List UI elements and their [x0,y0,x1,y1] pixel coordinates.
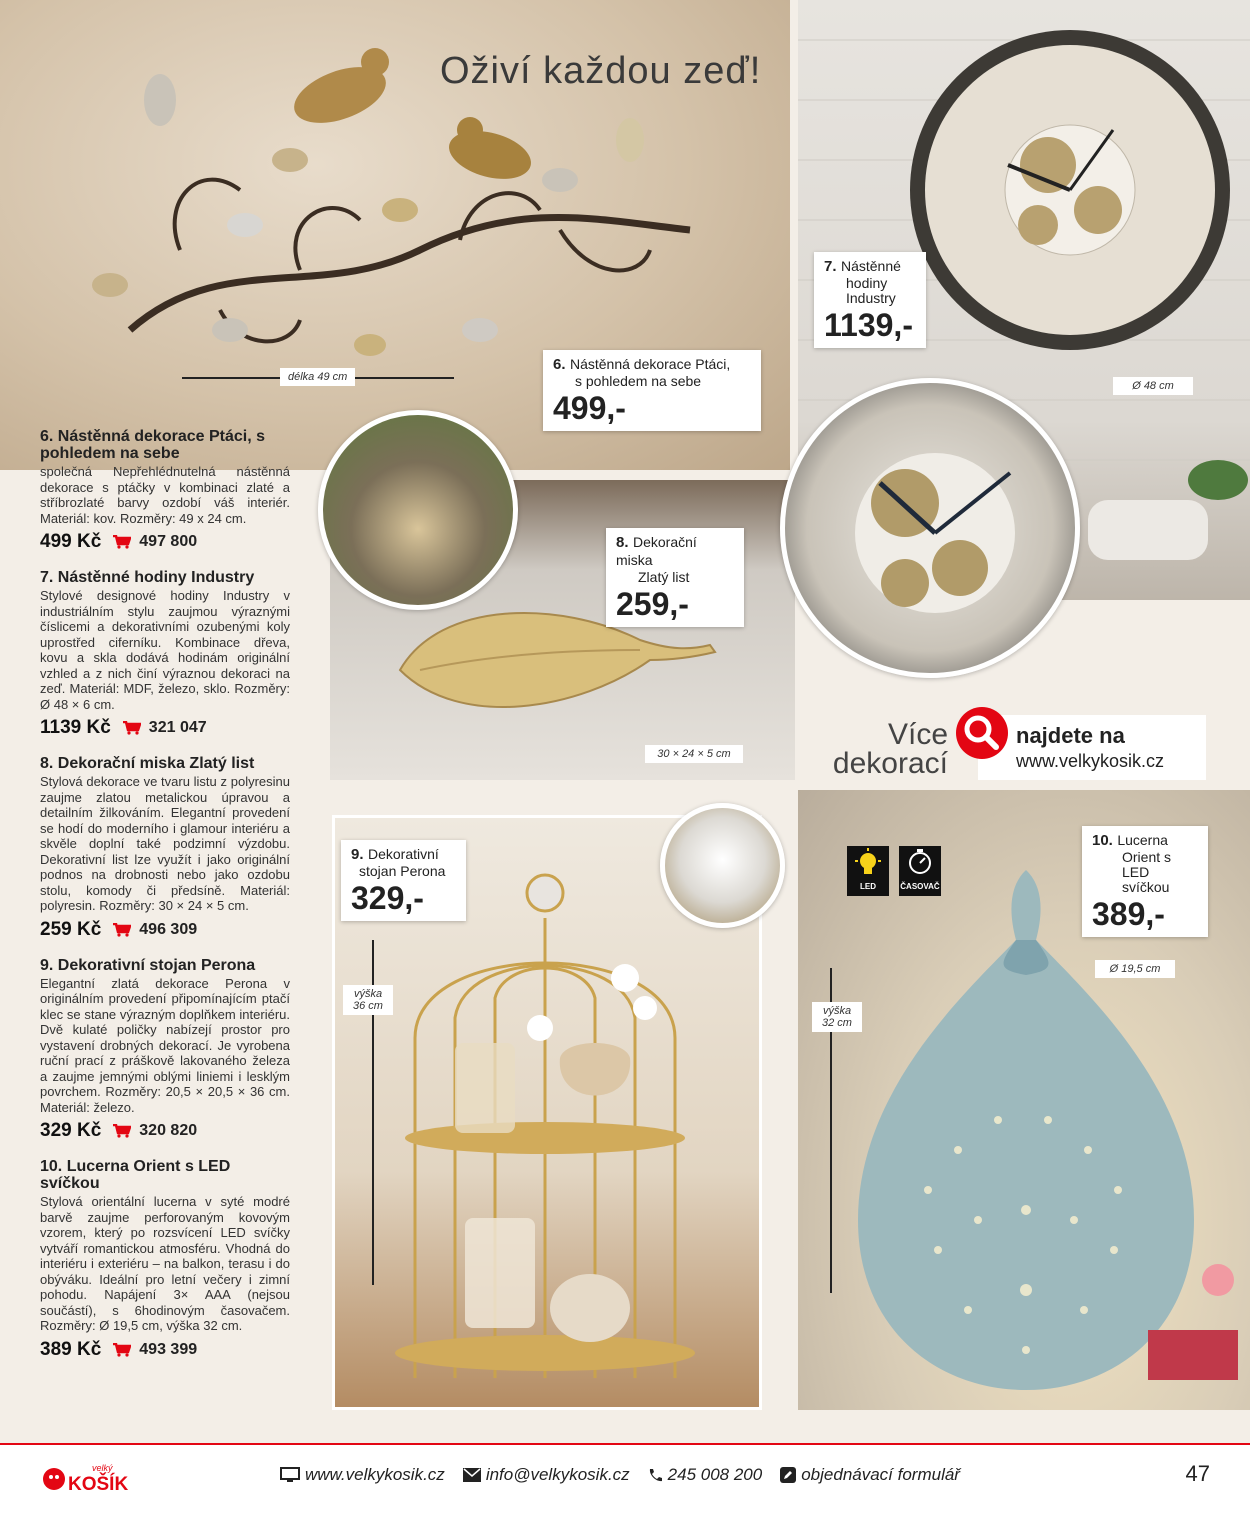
page-headline: Oživí každou zeď! [440,50,762,92]
cart-icon [113,923,131,937]
product-descriptions [40,428,290,1377]
product-code: 321 047 [148,719,207,736]
pricebox-cage [341,840,466,921]
monitor-icon [280,1467,300,1483]
footer-contacts [280,1465,960,1485]
product-code: 497 800 [139,533,198,550]
dim-tag-clock: Ø 48 cm [1113,377,1193,395]
footer-phone-label: 245 008 200 [667,1465,763,1484]
pricebox-name: Nástěnná dekorace Ptáci, [569,356,731,372]
product-description: Elegantní zlatá dekorace Perona v originálním provedení připomínajícím ptačí klec se stane výrazným doplňkem interiéru. Dvě kulaté poličky nabízejí prostor pro vystavení drobných dekorací. Je vyrobena ruční prací z práškově lakovaného železa a zaujme jemnými oblými liniemi i lesklým povrchem. Rozměry: 20,5 × 20,5 × 36 cm. Materiál: železo. [40,975,290,1115]
product-price: 259 Kč [40,918,102,940]
product-price-row [40,1120,290,1142]
pricebox-price: 499,- [553,390,626,426]
pricebox-name-line3: svíčkou [1122,879,1170,895]
footer [0,1445,1250,1517]
pricebox-number: 10. [1092,832,1113,849]
pricebox-number: 6. [553,356,566,373]
product-item [40,957,290,1143]
phone-icon [648,1468,663,1483]
magnifier-icon [956,707,1008,759]
timer-badge-label: ČASOVAČ [900,882,940,891]
pricebox-number: 7. [824,258,837,275]
pricebox-name: Lucerna [1117,832,1168,848]
product-title: 10. Lucerna Orient s LED svíčkou [40,1158,231,1192]
dim-tag-cage-label: výška [353,988,383,1000]
cart-icon [113,535,131,549]
product-description: Stylová orientální lucerna v syté modré barvě zaujme perforovaným kovovým vzorem, který po rozsvícení LED svíčky vytváří romantickou atmosféru. Vhodná do interiéru i exteriéru – na balkon, terasu i do obýváku. Ideální pro letní večery i zimní pohodu. Napájení 3× AAA (nejsou součástí), s 6hodinovým časovačem. Rozměry: Ø 19,5 cm, výška 32 cm. [40,1194,290,1333]
product-price: 389 Kč [40,1338,102,1360]
footer-order-form[interactable] [780,1465,960,1485]
footer-email-label: info@velkykosik.cz [485,1465,630,1484]
product-title: 6. Nástěnná dekorace Ptáci, s pohledem na sebe [40,428,265,462]
pricebox-name: Dekorativní [367,846,439,862]
pricebox-price: 389,- [1092,896,1165,932]
pricebox-name-line2: hodiny [846,275,888,291]
dim-tag-cage-value: 36 cm [353,1000,383,1012]
product-price: 329 Kč [40,1120,102,1141]
product-description: Stylová dekorace ve tvaru listu z polyresinu zaujme zlatou metalickou úpravou a detailním žilkováním. Elegantní provedení se hodí do moderního i glamour interiéru a skvěle doplní také podzimní výzdobu. Dekorativní list lze využít i jako originální podnos na drobnosti nebo jako ozdobu stolu, komody či předsíně. Materiál: polyresin. Rozměry: 30 × 24 × 5 cm. [40,774,290,913]
product-title: 9. Dekorativní stojan Perona [40,956,256,974]
more-decorations-line2: dekorací [832,747,948,780]
product-item [40,755,290,941]
footer-web-label: www.velkykosik.cz [305,1465,445,1484]
footer-phone[interactable] [648,1465,763,1485]
product-code: 320 820 [139,1122,198,1139]
product-item [40,1158,290,1361]
clock-detail-illustration [785,383,1075,673]
dim-tag-lantern-value: 32 cm [822,1017,852,1029]
more-decorations-link[interactable] [978,715,1206,780]
velky-kosik-logo[interactable] [40,1457,140,1497]
dim-tag-cage [343,985,393,1015]
product-code: 496 309 [139,920,198,938]
product-price-row [40,1339,290,1361]
pricebox-price: 259,- [616,586,689,622]
product-item [40,428,290,553]
timer-badge [899,846,941,896]
more-decorations-text [828,720,948,778]
product-description: Stylové designové hodiny Industry v industriálním stylu zaujmou výraznými číslicemi a dekorativními ozubenými koly uprostřed ciferníku. Kombinace dřeva, kovu a skla dodává hodinám originální vzhled a z nich činí výraznou dekoraci na zeď. Materiál: MDF, železo, sklo. Rozměry: Ø 48 × 6 cm. [40,588,290,712]
dim-tag-bowl: 30 × 24 × 5 cm [645,745,743,763]
led-badge [847,846,889,896]
more-decorations-link-line1: najdete na [1016,723,1125,748]
product-title: 7. Nástěnné hodiny Industry [40,569,255,586]
product-price-row [40,531,290,553]
product-item [40,569,290,739]
pricebox-birds [543,350,761,431]
product-price-row [40,717,290,739]
bowl-detail-circle [318,410,518,610]
pricebox-name: Dekorační miska [616,534,697,568]
product-code: 493 399 [139,1340,198,1358]
pricebox-name-line2: Orient s LED [1122,849,1172,880]
led-badge-label: LED [860,882,876,891]
cart-icon [113,1343,131,1357]
svg-text:KOŠÍK: KOŠÍK [68,1474,129,1495]
dim-tag-lantern-label: výška [822,1005,852,1017]
product-price-row [40,919,290,941]
product-title: 8. Dekorační miska Zlatý list [40,755,255,772]
pricebox-name-line2: stojan Perona [359,863,446,879]
pricebox-name: Nástěnné [840,258,901,274]
cart-icon [113,1124,131,1138]
envelope-icon [463,1468,481,1482]
form-pen-icon [780,1467,796,1483]
svg-text:velký: velký [92,1463,113,1473]
more-decorations-url[interactable]: www.velkykosik.cz [1016,751,1165,771]
pricebox-lantern [1082,826,1208,937]
footer-order-form-label: objednávací formulář [801,1465,960,1484]
pricebox-clock [814,252,926,348]
pricebox-bowl [606,528,744,627]
pricebox-price: 1139,- [824,307,913,343]
timer-icon [899,846,941,880]
product-description: společná Nepřehlédnutelná nástěnná dekorace s ptáčky v kombinaci zlaté a stříbrozlaté barvy ozdobí váš interiér. Materiál: kov. Rozměry: 49 x 24 cm. [40,464,290,526]
pricebox-name-line3: Industry [846,290,896,306]
dim-tag-birds: délka 49 cm [280,368,355,386]
footer-email[interactable] [463,1465,630,1485]
page-number: 47 [1185,1461,1210,1486]
pricebox-number: 8. [616,534,629,551]
product-price: 499 Kč [40,531,102,552]
pricebox-number: 9. [351,846,364,863]
bulb-icon [847,846,889,880]
pricebox-name-line2: Zlatý list [638,569,690,585]
product-price: 1139 Kč [40,717,111,738]
knob-detail-circle [660,803,785,928]
footer-web[interactable] [280,1465,445,1485]
cart-icon [123,721,141,735]
dim-tag-lantern [812,1002,862,1032]
pricebox-name-line2: s pohledem na sebe [575,373,702,389]
clock-detail-circle [780,378,1080,678]
pricebox-price: 329,- [351,880,424,916]
dim-tag-lantern-diameter: Ø 19,5 cm [1095,960,1175,978]
more-decorations-line1: Více [887,718,948,751]
